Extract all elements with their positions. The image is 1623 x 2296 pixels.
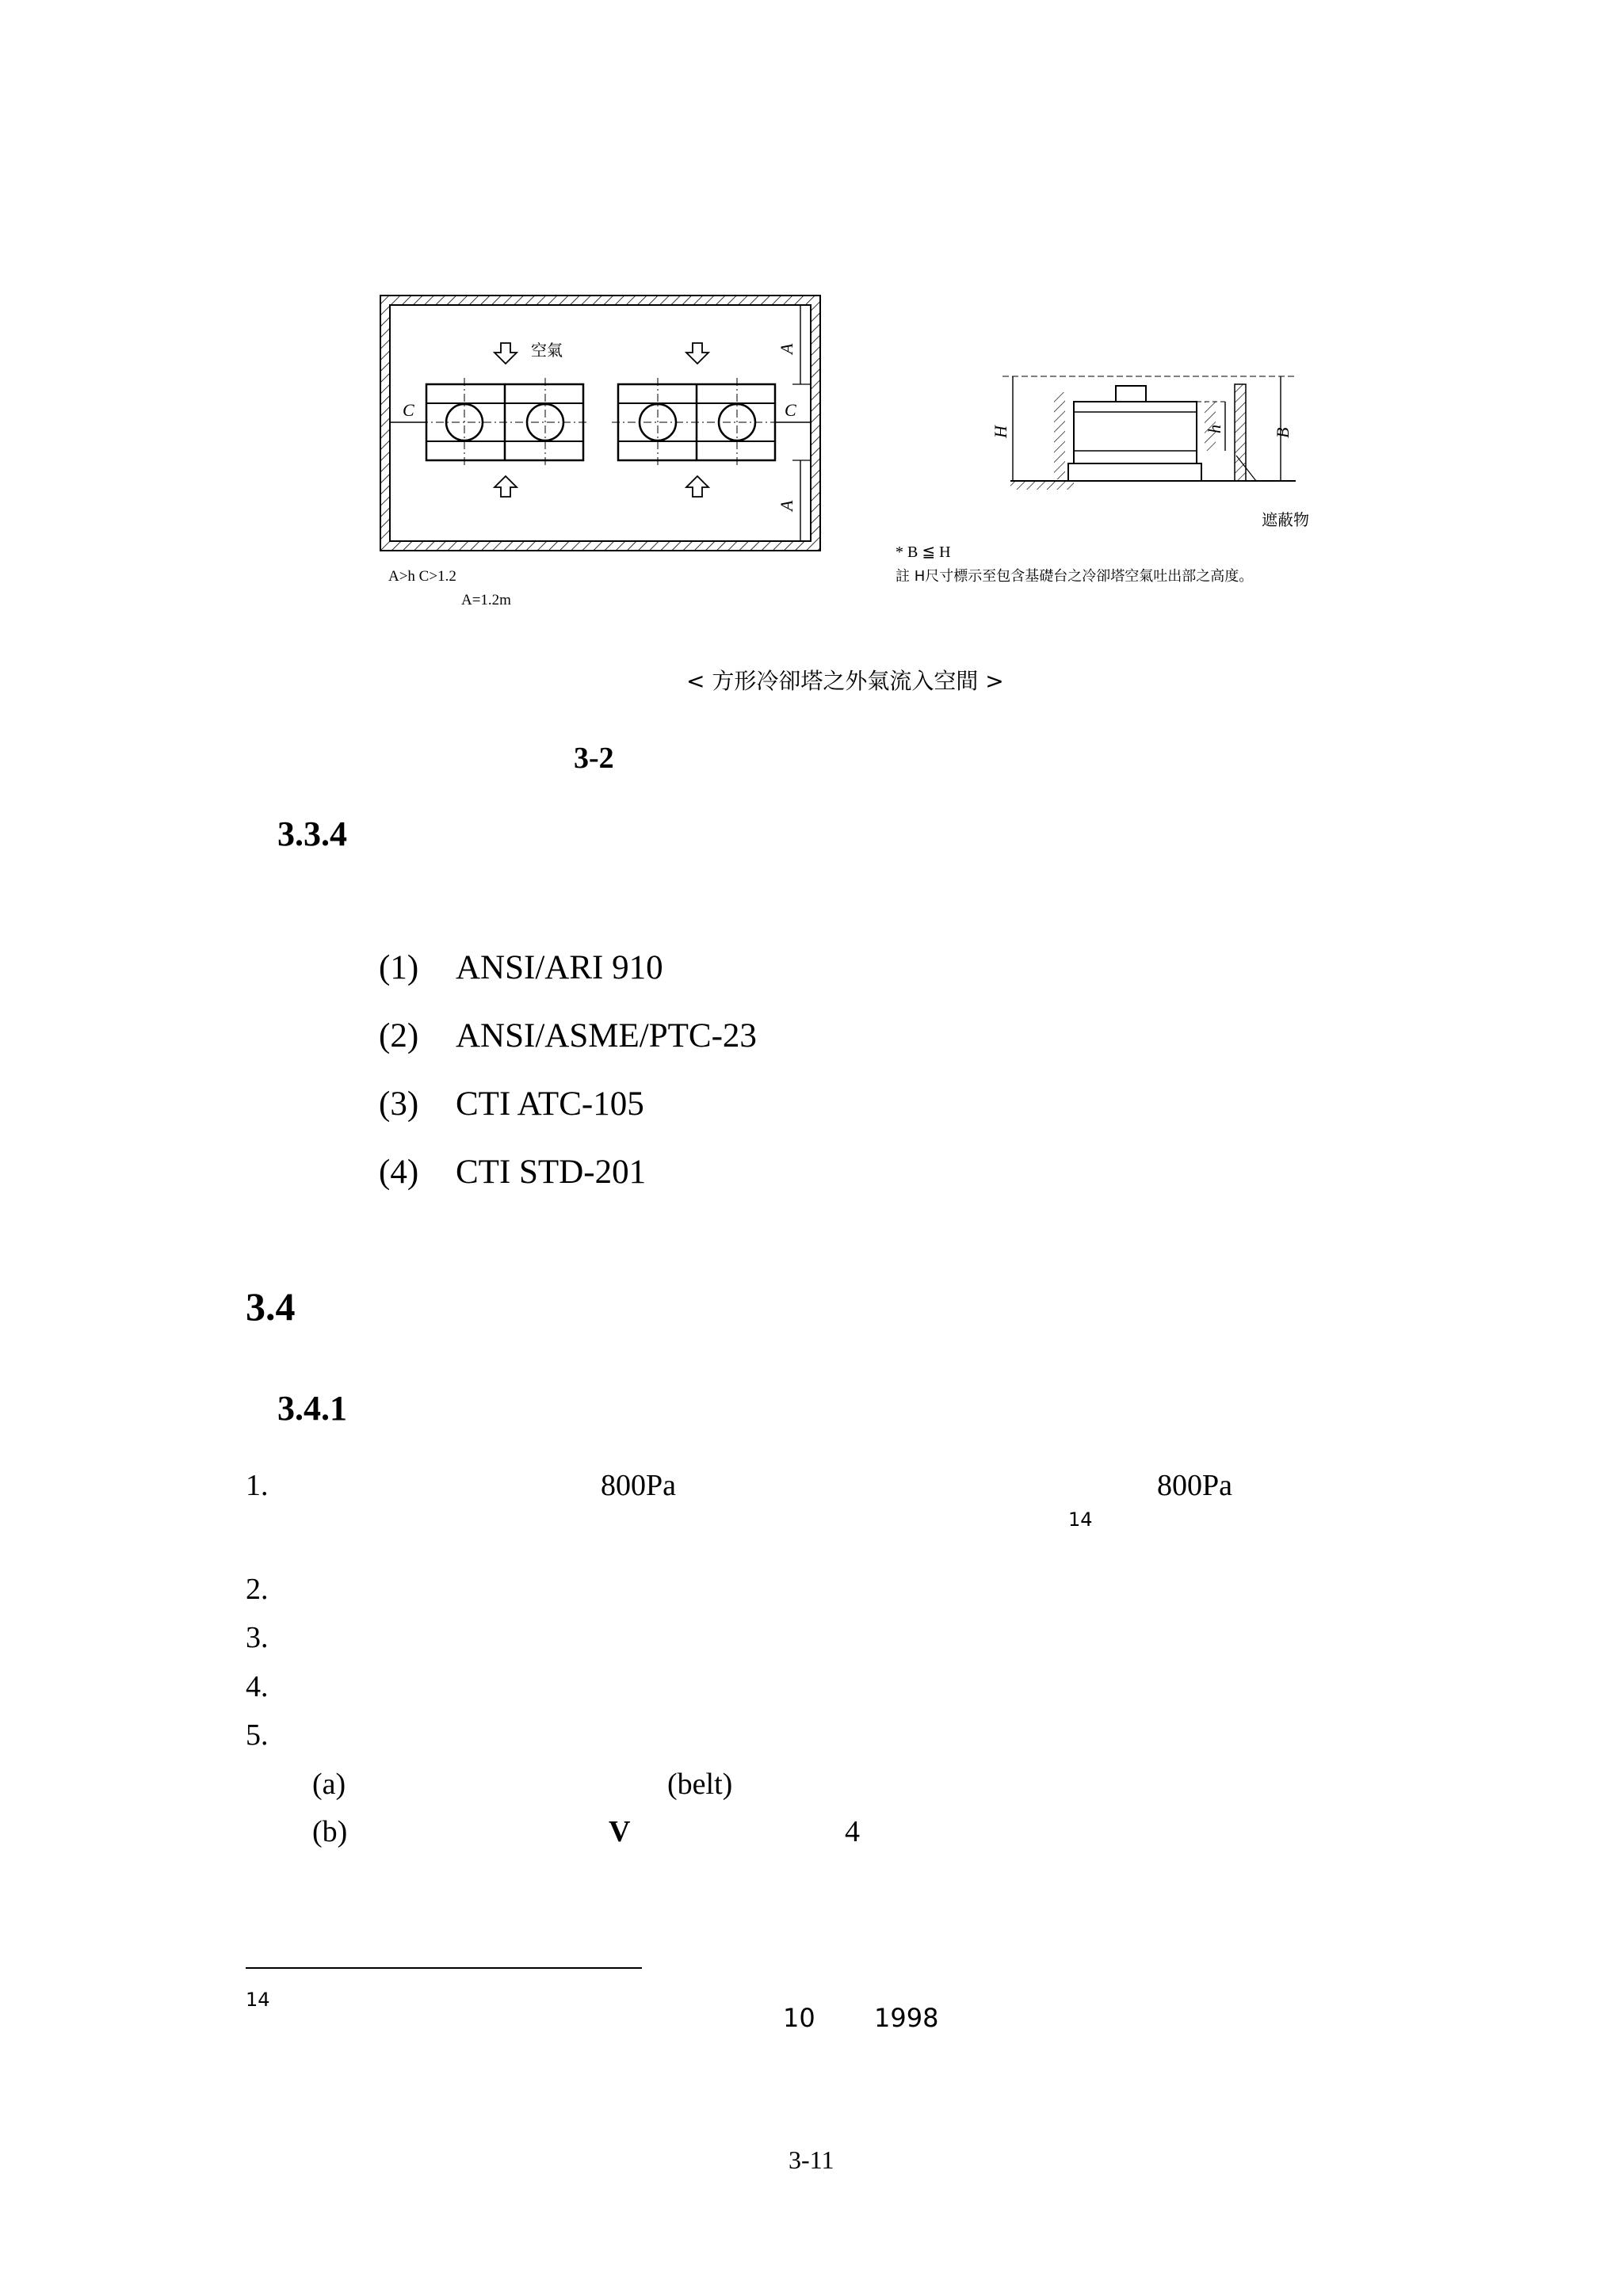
- item-3-number: 3.: [246, 1621, 269, 1654]
- item-1-pressure-b: 800Pa: [1157, 1469, 1232, 1502]
- standard-name: CTI STD-201: [456, 1154, 647, 1191]
- air-arrow-down-icon: [495, 343, 517, 364]
- dim-a-bottom: A: [777, 500, 796, 511]
- cooling-tower-2: [612, 378, 781, 467]
- section-3-3-4-heading: 3.3.4: [277, 814, 347, 853]
- figure-left-note-2: A=1.2m: [461, 592, 511, 608]
- air-arrow-down-icon: [686, 343, 708, 364]
- tower-elevation: [1068, 386, 1201, 481]
- cooling-tower-plan-figure: [372, 289, 832, 622]
- dim-c-left: C: [403, 400, 414, 420]
- standard-name: CTI ATC-105: [456, 1085, 644, 1123]
- dim-a-top: A: [777, 343, 796, 354]
- item-2-number: 2.: [246, 1573, 269, 1606]
- section-3-4-heading: 3.4: [246, 1284, 296, 1329]
- cooling-tower-1: [420, 378, 590, 467]
- footnote-number: 14: [246, 1989, 270, 2011]
- dim-h-total: H: [991, 425, 1010, 438]
- standard-index: (2): [379, 1017, 419, 1055]
- footnote-value: 10: [783, 2003, 815, 2033]
- figure-number: 3-2: [574, 742, 614, 775]
- page-number: 3-11: [789, 2145, 834, 2174]
- figure-right-note-star: * B ≦ H: [896, 543, 951, 561]
- air-arrow-up-icon: [686, 476, 708, 497]
- footnote-separator: [246, 1967, 642, 1969]
- sub-item-b-number: 4: [845, 1815, 860, 1848]
- dim-h-outlet: h: [1205, 425, 1224, 433]
- sub-item-a-text: (belt): [667, 1768, 733, 1801]
- standard-name: ANSI/ASME/PTC-23: [456, 1017, 757, 1055]
- figure-left-note-1: A>h C>1.2: [388, 568, 456, 585]
- air-label: 空氣: [531, 341, 563, 360]
- footnote-year: 1998: [874, 2003, 939, 2033]
- air-arrow-up-icon: [495, 476, 517, 497]
- item-1-pressure-a: 800Pa: [601, 1469, 676, 1502]
- dim-b: B: [1273, 427, 1293, 438]
- obstacle-label: 遮蔽物: [1262, 510, 1309, 529]
- standard-index: (4): [379, 1154, 419, 1191]
- item-5-number: 5.: [246, 1718, 269, 1752]
- sub-item-a-label: (a): [312, 1768, 346, 1801]
- footnote-ref: 14: [1068, 1508, 1093, 1531]
- section-3-4-1-heading: 3.4.1: [277, 1389, 347, 1428]
- item-1-number: 1.: [246, 1469, 269, 1502]
- item-4-number: 4.: [246, 1670, 269, 1703]
- sub-item-b-v: V: [609, 1815, 631, 1848]
- standard-index: (1): [379, 949, 419, 986]
- standard-index: (3): [379, 1085, 419, 1123]
- sub-item-b-label: (b): [312, 1815, 348, 1848]
- cooling-tower-elevation-figure: [896, 368, 1371, 598]
- figure-right-note-text: 註 H尺寸標示至包含基礎台之冷卻塔空氣吐出部之高度。: [896, 568, 1254, 585]
- dim-c-right: C: [785, 400, 796, 420]
- standard-name: ANSI/ARI 910: [456, 949, 663, 986]
- figure-caption: < 方形冷卻塔之外氣流入空間 >: [686, 668, 1004, 694]
